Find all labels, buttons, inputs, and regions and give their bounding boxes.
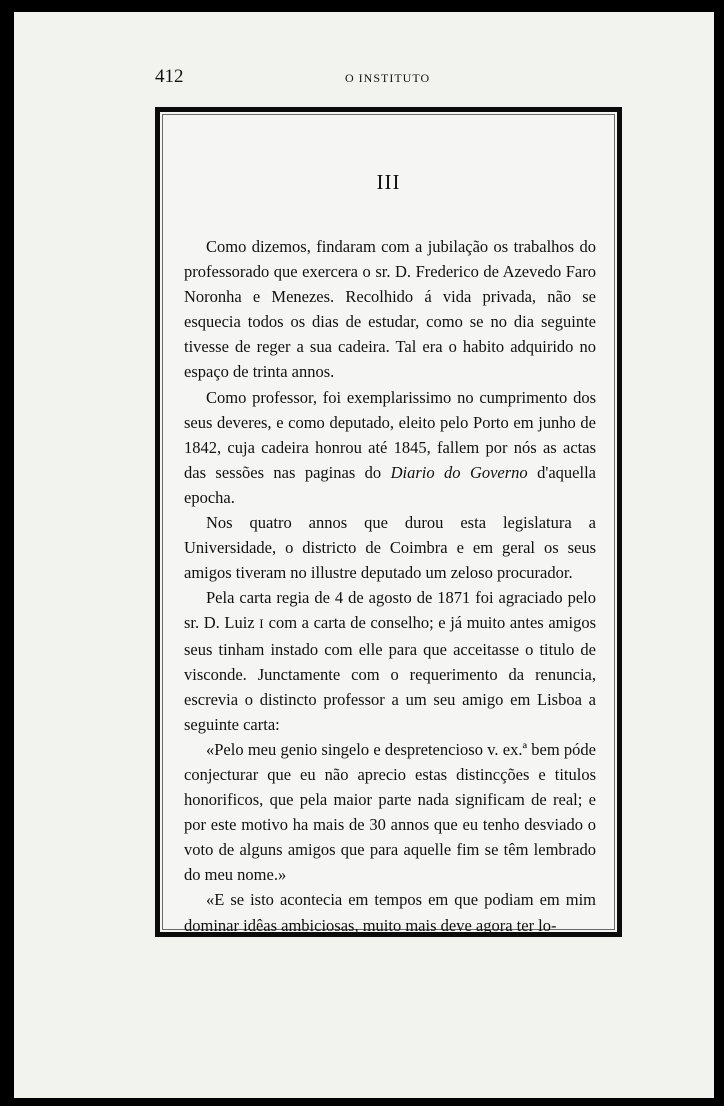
text-frame [155, 107, 622, 937]
paragraph-6-letter-quote: «E se isto acontecia em tempos em que podiam em mim dominar idêas ambiciosas, muito mais deve agora ter lo- [184, 890, 596, 935]
paragraph-5-letter-quote: «Pelo meu genio singelo e despretencioso v. ex.ª bem póde conjecturar que eu não aprecio estas distincções e titulos honorificos, que pela maior parte nada significam de real; e por este motivo ha mais de 30 annos que eu tenho desviado o voto de alguns amigos que para aquelle fim se têm lembrado do meu nome.» [184, 739, 596, 885]
paragraph-3: Nos quatro annos que durou esta legislatura a Universidade, o districto de Coimbra e em geral os seus amigos tiveram no illustre deputado um zeloso procurador. [184, 513, 596, 583]
journal-title: Diario do Governo [390, 462, 528, 482]
paragraph-4-part-a: Pela carta regia de 4 de agosto de 1871 foi agraciado pelo sr. D. Luiz [184, 588, 596, 633]
paragraph-1: Como dizemos, findaram com a jubilação os trabalhos do professorado que exercera o sr. D. Frederico de Azevedo Faro Noronha e Menezes. Recolhido á vida privada, não se esquecia todos os dias de estudar, como se no dia seguinte tivesse de reger a sua cadeira. Tal era o habito adquirido no espaço de trinta annos. [184, 237, 596, 382]
paragraph-2-part-b: d'aquella epocha. [184, 462, 596, 507]
running-title: O INSTITUTO [345, 71, 431, 85]
paragraph-4-part-b: com a carta de conselho; e já muito antes amigos seus tinham instado com elle para que acceitasse o titulo de visconde. Junctamente com o requerimento da renuncia, escrevia o distincto professor a um seu amigo em Lisboa a seguinte carta: [184, 613, 596, 734]
paragraph-2-part-a: Como professor, foi exemplarissimo no cumprimento dos seus deveres, e como deputado, eleito pelo Porto em junho de 1842, cuja cadeira honrou até 1845, fallem por nós as actas das sessões nas paginas do [184, 387, 596, 482]
page-header [155, 66, 595, 88]
paragraph-4 [184, 585, 596, 737]
regnal-numeral: I [259, 616, 265, 632]
section-heading: III [376, 170, 401, 194]
body-text [184, 234, 596, 938]
paragraph-2 [184, 385, 596, 510]
page-number: 412 [155, 66, 184, 87]
